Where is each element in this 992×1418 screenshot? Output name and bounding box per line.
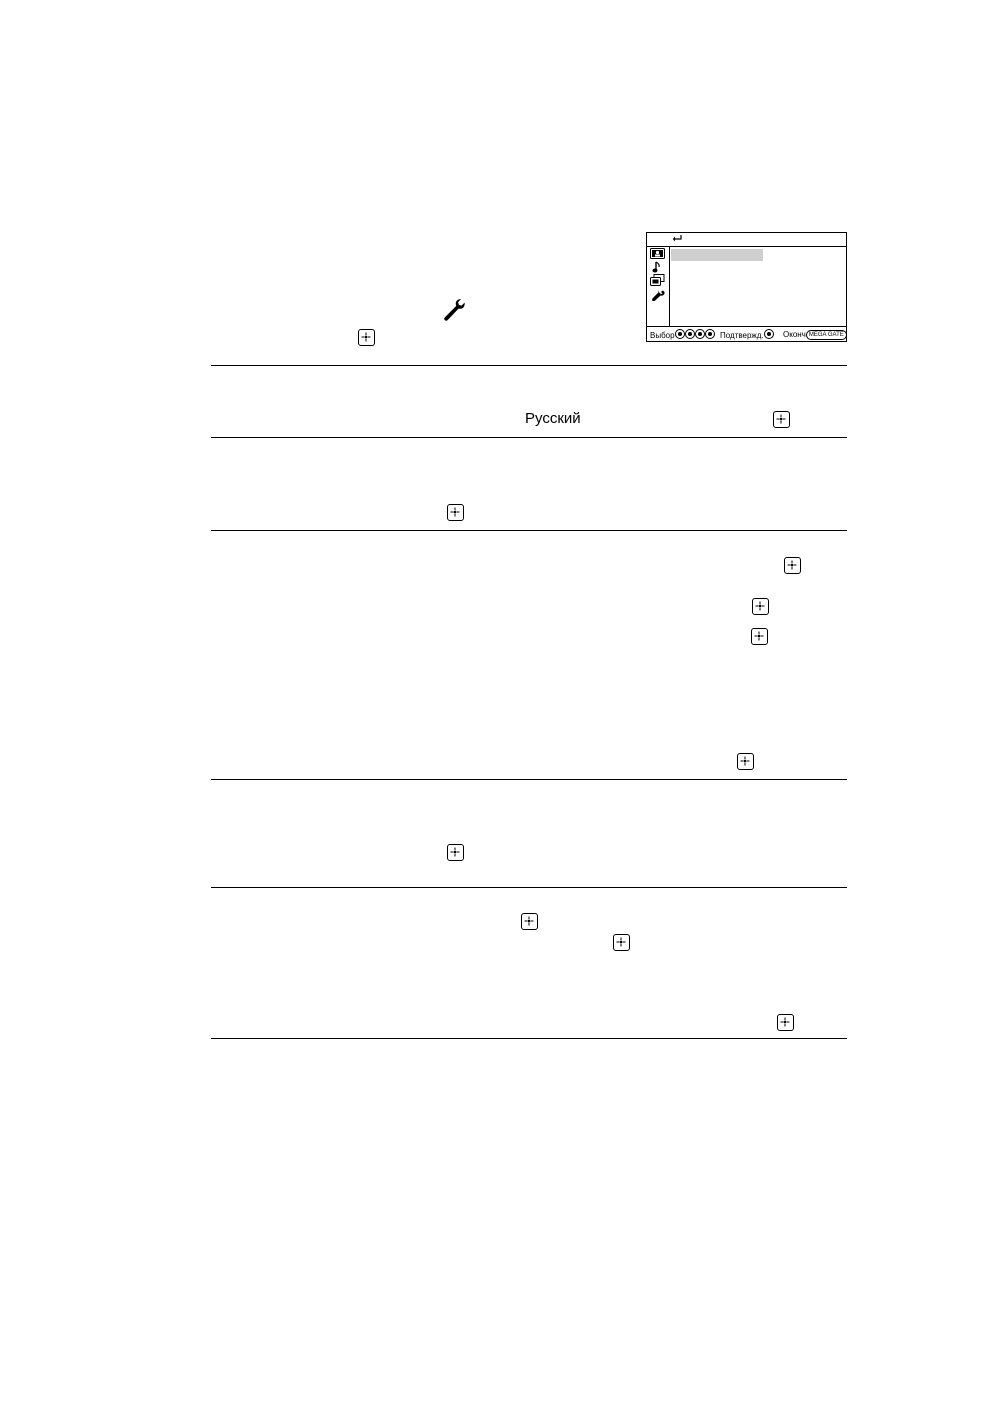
right-arrow-icon bbox=[705, 329, 715, 339]
menu-screen-illustration bbox=[646, 232, 847, 342]
enter-button-icon bbox=[777, 1014, 794, 1031]
divider-rule bbox=[211, 365, 847, 366]
menu-footer-bar bbox=[647, 326, 846, 342]
footer-confirm-label: Подтвержд. bbox=[720, 331, 764, 340]
divider-rule bbox=[211, 530, 847, 531]
footer-exit-group bbox=[783, 329, 847, 340]
enter-button-icon bbox=[358, 329, 375, 346]
menu-icon-column bbox=[647, 247, 670, 326]
footer-select-group bbox=[650, 329, 715, 341]
menu-header-bar bbox=[647, 233, 846, 247]
divider-rule bbox=[211, 1038, 847, 1039]
enter-button-icon bbox=[751, 628, 768, 645]
menu-highlight-bar bbox=[671, 249, 763, 261]
divider-rule bbox=[211, 437, 847, 438]
up-arrow-icon bbox=[675, 329, 685, 339]
footer-exit-label: Оконч bbox=[783, 330, 806, 339]
down-arrow-icon bbox=[685, 329, 695, 339]
enter-button-icon bbox=[613, 934, 630, 951]
mega-gate-button: MEGA GATE bbox=[806, 330, 847, 340]
enter-button-icon bbox=[784, 557, 801, 574]
divider-rule bbox=[211, 887, 847, 888]
enter-button-icon bbox=[737, 753, 754, 770]
enter-button-icon bbox=[764, 329, 774, 339]
footer-select-label: Выбор bbox=[650, 331, 675, 340]
enter-button-icon bbox=[447, 844, 464, 861]
enter-button-icon bbox=[447, 504, 464, 521]
return-arrow-icon bbox=[672, 234, 684, 245]
enter-button-icon bbox=[752, 598, 769, 615]
sound-menu-icon bbox=[652, 261, 662, 273]
footer-confirm-group bbox=[720, 329, 774, 341]
enter-button-icon bbox=[521, 913, 538, 930]
left-arrow-icon bbox=[695, 329, 705, 339]
picture-menu-icon bbox=[650, 248, 665, 259]
divider-rule bbox=[211, 779, 847, 780]
setup-menu-icon bbox=[650, 287, 665, 301]
wrench-icon bbox=[443, 299, 465, 321]
language-value: Русский bbox=[525, 410, 581, 427]
enter-button-icon bbox=[773, 411, 790, 428]
features-menu-icon bbox=[650, 274, 665, 286]
